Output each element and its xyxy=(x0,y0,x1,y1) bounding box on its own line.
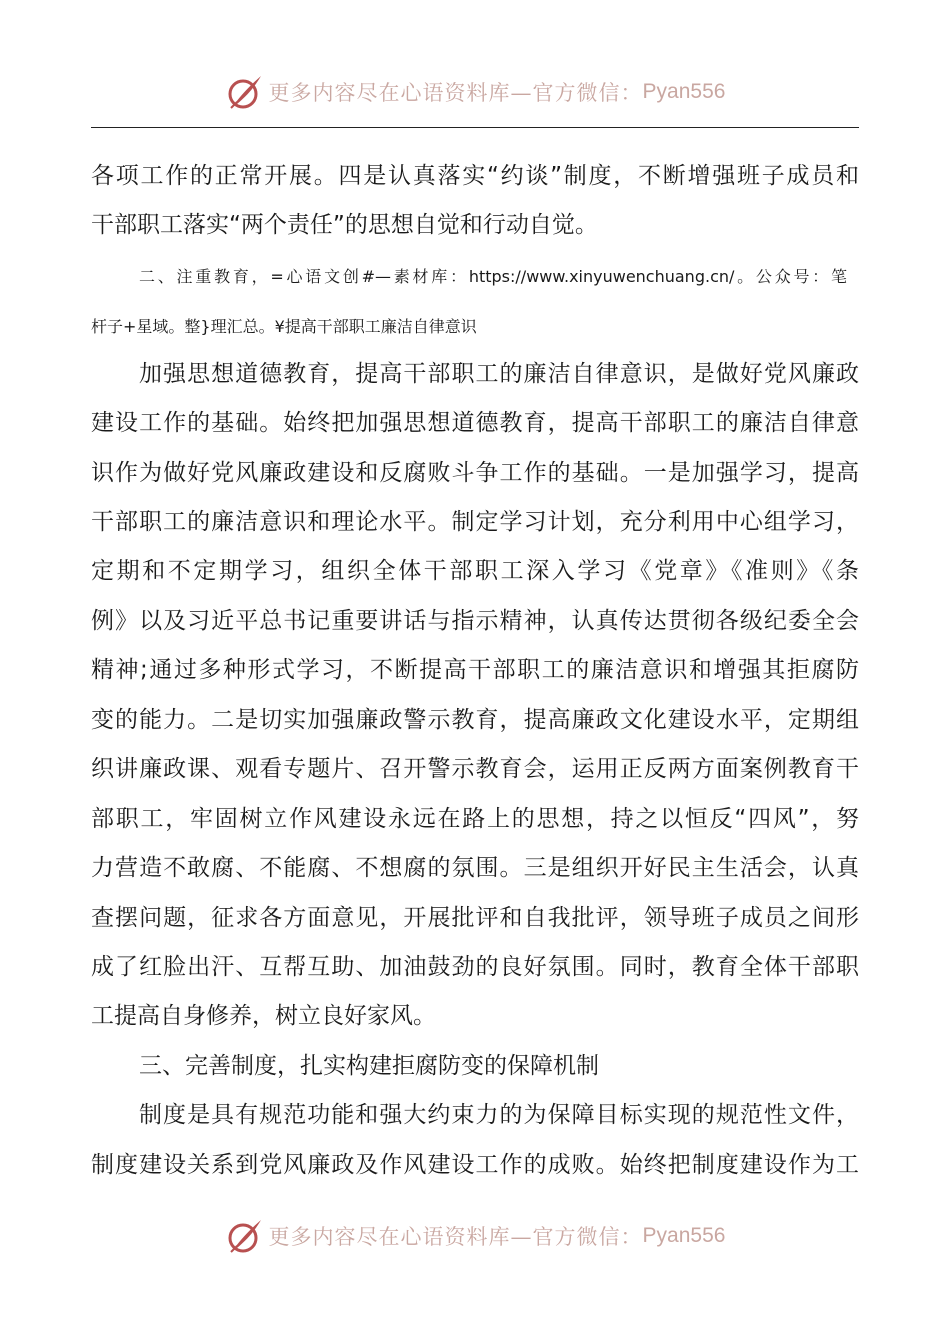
text-line: 建设工作的基础。始终把加强思想道德教育，提高干部职工的廉洁自律意 xyxy=(91,410,859,436)
quill-logo-icon xyxy=(225,72,265,112)
text-line: 查摆问题，征求各方面意见，开展批评和自我批评，领导班子成员之间形 xyxy=(91,905,859,931)
text-line: 工提高自身修养，树立良好家风。 xyxy=(91,1003,436,1029)
text-line: 识作为做好党风廉政建设和反腐败斗争工作的基础。一是加强学习，提高 xyxy=(91,460,859,486)
header-divider xyxy=(91,127,859,128)
text-line: 加强思想道德教育，提高干部职工的廉洁自律意识，是做好党风廉政 xyxy=(139,361,859,387)
quill-logo-icon xyxy=(225,1216,265,1256)
header-brand xyxy=(0,70,950,114)
text-line: 干部职工落实“两个责任”的思想自觉和行动自觉。 xyxy=(91,212,598,238)
text-line: 织讲廉政课、观看专题片、召开警示教育会，运用正反两方面案例教育干 xyxy=(91,756,859,782)
text-line: 例》以及习近平总书记重要讲话与指示精神，认真传达贯彻各级纪委全会 xyxy=(91,608,859,634)
text-line: 精神;通过多种形式学习，不断提高干部职工的廉洁意识和增强其拒腐防 xyxy=(91,657,859,683)
section-heading-3: 三、完善制度，扎实构建拒腐防变的保障机制 xyxy=(139,1053,599,1079)
text-line: 制度是具有规范功能和强大约束力的为保障目标实现的规范性文件， xyxy=(139,1102,859,1128)
text-line: 变的能力。二是切实加强廉政警示教育，提高廉政文化建设水平，定期组 xyxy=(91,707,859,733)
text-line: 力营造不敢腐、不能腐、不想腐的氛围。三是组织开好民主生活会，认真 xyxy=(91,855,859,881)
text-line: 制度建设关系到党风廉政及作风建设工作的成败。始终把制度建设作为工 xyxy=(91,1152,859,1178)
footer-brand xyxy=(0,1214,950,1258)
text-line: 成了红脸出汗、互帮互助、加油鼓劲的良好氛围。同时，教育全体干部职 xyxy=(91,954,859,980)
text-line: 各项工作的正常开展。四是认真落实“约谈”制度，不断增强班子成员和 xyxy=(91,163,859,189)
text-line: 部职工，牢固树立作风建设永远在路上的思想，持之以恒反“四风”，努 xyxy=(91,806,859,832)
header-brand-text: 更多内容尽在心语资料库—官方微信： xyxy=(268,81,643,105)
footer-brand-text: 更多内容尽在心语资料库—官方微信： xyxy=(268,1225,643,1249)
section-heading-2-cont: 杆子+星域。整}理汇总。¥提高干部职工廉洁自律意识 xyxy=(91,317,477,336)
text-line: 定期和不定期学习，组织全体干部职工深入学习《党章》《准则》《条 xyxy=(91,558,859,584)
footer-brand-id: Pyan556 xyxy=(642,1224,726,1247)
text-line: 干部职工的廉洁意识和理论水平。制定学习计划，充分利用中心组学习， xyxy=(91,509,859,535)
section-heading-2: 二、注重教育，=心语文创#—素材库：https://www.xinyuwenchuang.cn/。公众号：笔 xyxy=(139,267,847,286)
header-brand-id: Pyan556 xyxy=(642,80,726,103)
